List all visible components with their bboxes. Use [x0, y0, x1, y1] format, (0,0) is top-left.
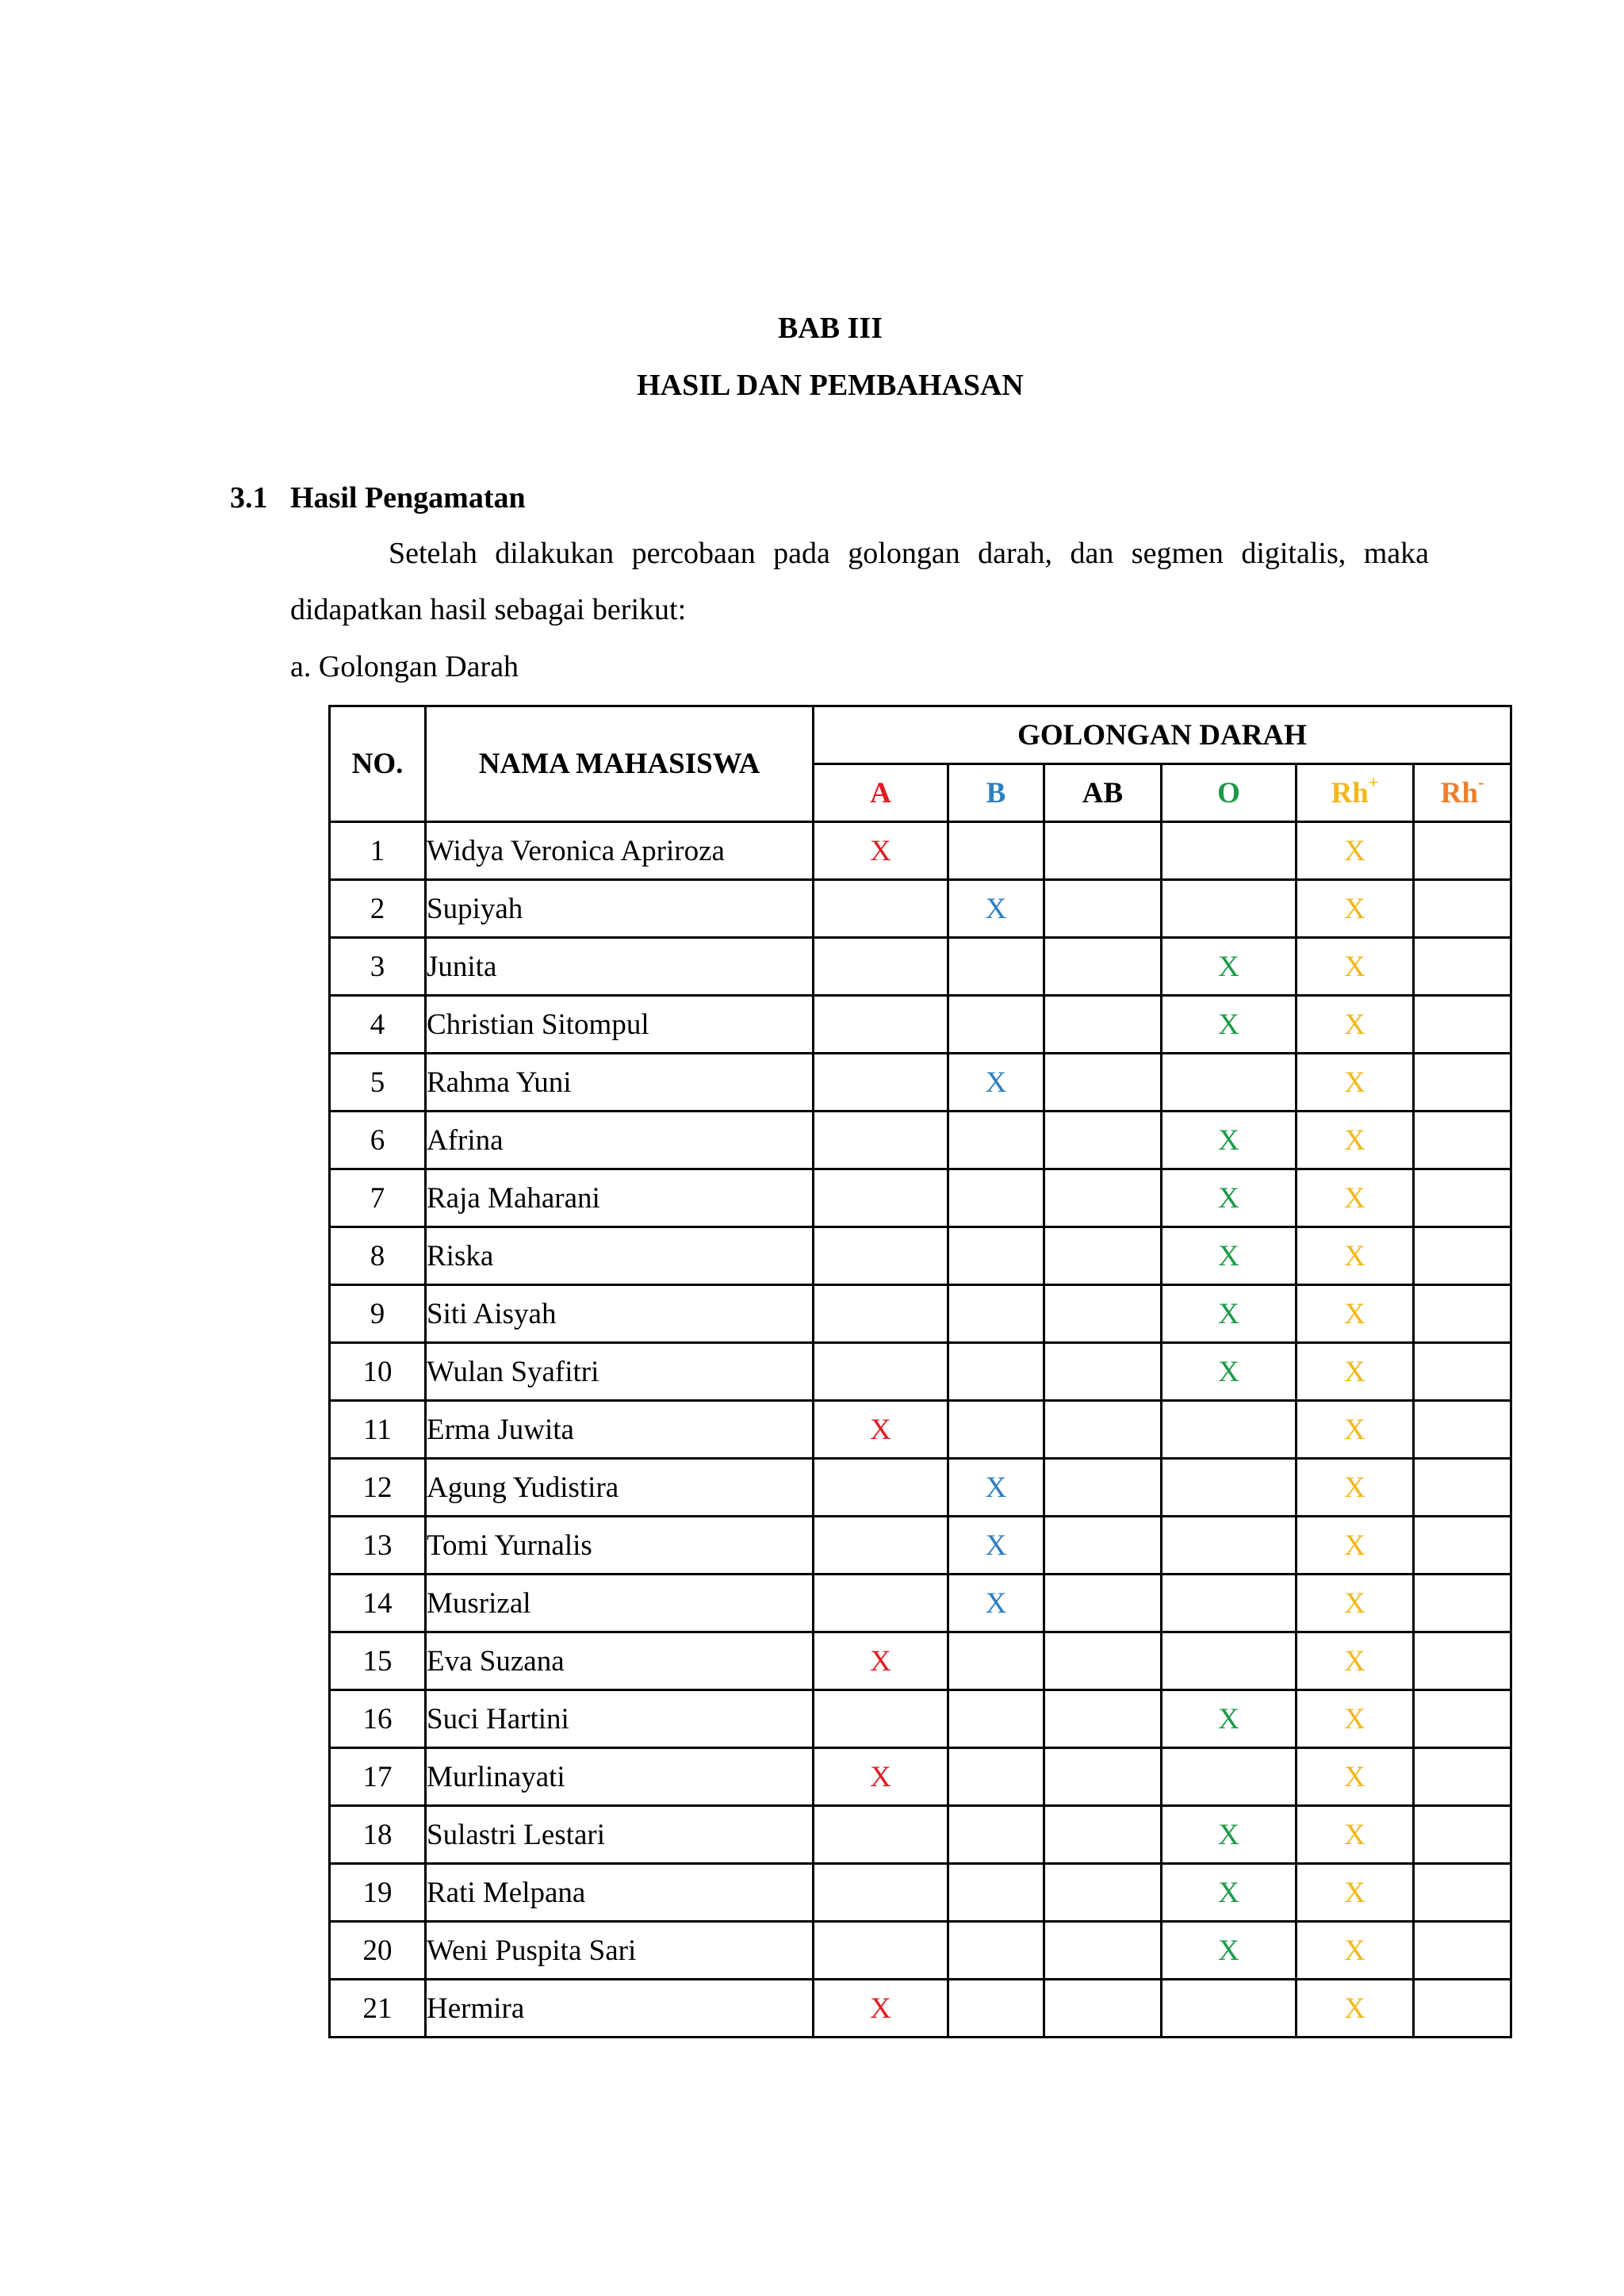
header-type-rh-neg: [1414, 764, 1511, 822]
cell-ab: [1044, 996, 1162, 1054]
cell-b: [948, 1864, 1044, 1922]
student-name: Erma Juwita: [426, 1401, 814, 1459]
row-number: 10: [330, 1343, 426, 1401]
table-row: [330, 1806, 1511, 1864]
mark-x: X: [1344, 892, 1365, 925]
mark-x: X: [1218, 1355, 1239, 1388]
table-row: [330, 996, 1511, 1054]
table-row: [330, 1690, 1511, 1748]
header-no: NO.: [330, 706, 426, 822]
student-name: Suci Hartini: [426, 1690, 814, 1748]
header-type-rh-pos: [1297, 764, 1414, 822]
cell-o: [1162, 1169, 1297, 1227]
table-row: [330, 1054, 1511, 1112]
paragraph-line-1: Setelah dilakukan percobaan pada golongan darah, dan segmen digitalis, maka: [389, 537, 1429, 570]
blood-type-table: [328, 705, 1512, 2038]
cell-ab: [1044, 1632, 1162, 1690]
cell-rh-pos: [1297, 1401, 1414, 1459]
cell-rh-neg: [1414, 1054, 1511, 1112]
student-name: Weni Puspita Sari: [426, 1922, 814, 1980]
mark-x: X: [1344, 1181, 1365, 1215]
cell-a: [814, 996, 948, 1054]
cell-a: [814, 938, 948, 996]
cell-b: [948, 1806, 1044, 1864]
cell-b: [948, 1227, 1044, 1285]
cell-a: [814, 1575, 948, 1632]
cell-rh-pos: [1297, 880, 1414, 938]
table-body: [330, 822, 1511, 2038]
mark-x: X: [1344, 1818, 1365, 1851]
mark-x: X: [985, 892, 1007, 925]
cell-o: [1162, 880, 1297, 938]
table-row: [330, 1864, 1511, 1922]
header-type-label: Rh: [1331, 776, 1369, 809]
cell-b: [948, 996, 1044, 1054]
table-row: [330, 1112, 1511, 1169]
cell-ab: [1044, 822, 1162, 880]
table-row: [330, 1575, 1511, 1632]
header-type-a: [814, 764, 948, 822]
cell-b: [948, 1517, 1044, 1575]
mark-x: X: [1344, 834, 1365, 867]
cell-rh-pos: [1297, 1112, 1414, 1169]
mark-x: X: [1344, 1702, 1365, 1735]
cell-rh-pos: [1297, 1169, 1414, 1227]
cell-a: [814, 1517, 948, 1575]
table-row: [330, 880, 1511, 938]
cell-o: [1162, 1401, 1297, 1459]
cell-rh-neg: [1414, 1748, 1511, 1806]
student-name: Siti Aisyah: [426, 1285, 814, 1343]
student-name: Raja Maharani: [426, 1169, 814, 1227]
table-row: [330, 1343, 1511, 1401]
cell-rh-pos: [1297, 1517, 1414, 1575]
mark-x: X: [985, 1529, 1007, 1562]
cell-rh-pos: [1297, 1054, 1414, 1112]
row-number: 7: [330, 1169, 426, 1227]
cell-b: [948, 1459, 1044, 1517]
cell-o: [1162, 1980, 1297, 2038]
student-name: Afrina: [426, 1112, 814, 1169]
cell-a: [814, 822, 948, 880]
mark-x: X: [1344, 1760, 1365, 1793]
cell-rh-neg: [1414, 1632, 1511, 1690]
row-number: 14: [330, 1575, 426, 1632]
chapter-heading: BAB III: [778, 312, 883, 345]
cell-rh-neg: [1414, 880, 1511, 938]
header-name: NAMA MAHASISWA: [426, 706, 814, 822]
row-number: 20: [330, 1922, 426, 1980]
mark-x: X: [1218, 1818, 1239, 1851]
row-number: 13: [330, 1517, 426, 1575]
mark-x: X: [1344, 1586, 1365, 1620]
mark-x: X: [1218, 1702, 1239, 1735]
cell-rh-pos: [1297, 822, 1414, 880]
mark-x: X: [1344, 1934, 1365, 1967]
cell-rh-pos: [1297, 1285, 1414, 1343]
mark-x: X: [1218, 950, 1239, 983]
cell-rh-pos: [1297, 1806, 1414, 1864]
cell-ab: [1044, 938, 1162, 996]
cell-rh-neg: [1414, 822, 1511, 880]
cell-ab: [1044, 1169, 1162, 1227]
student-name: Sulastri Lestari: [426, 1806, 814, 1864]
row-number: 3: [330, 938, 426, 996]
cell-ab: [1044, 1459, 1162, 1517]
cell-rh-neg: [1414, 938, 1511, 996]
cell-a: [814, 1690, 948, 1748]
cell-rh-pos: [1297, 1343, 1414, 1401]
row-number: 5: [330, 1054, 426, 1112]
mark-x: X: [1344, 1529, 1365, 1562]
cell-ab: [1044, 1227, 1162, 1285]
cell-o: [1162, 1806, 1297, 1864]
mark-x: X: [1344, 1008, 1365, 1041]
cell-b: [948, 880, 1044, 938]
cell-rh-pos: [1297, 1864, 1414, 1922]
cell-rh-neg: [1414, 1806, 1511, 1864]
cell-b: [948, 1922, 1044, 1980]
mark-x: X: [985, 1066, 1007, 1099]
mark-x: X: [985, 1586, 1007, 1620]
mark-x: X: [985, 1471, 1007, 1504]
cell-a: [814, 1459, 948, 1517]
cell-ab: [1044, 1864, 1162, 1922]
cell-a: [814, 1054, 948, 1112]
header-type-label: A: [870, 776, 891, 809]
header-blood-group: GOLONGAN DARAH: [814, 706, 1511, 764]
cell-b: [948, 1575, 1044, 1632]
section-number: 3.1: [230, 481, 268, 515]
mark-x: X: [1344, 1876, 1365, 1909]
mark-x: X: [1218, 1934, 1239, 1967]
cell-o: [1162, 1054, 1297, 1112]
mark-x: X: [1344, 1066, 1365, 1099]
mark-x: X: [1218, 1123, 1239, 1157]
cell-a: [814, 1169, 948, 1227]
table-row: [330, 1517, 1511, 1575]
student-name: Wulan Syafitri: [426, 1343, 814, 1401]
header-type-b: [948, 764, 1044, 822]
cell-a: [814, 1980, 948, 2038]
header-type-superscript: -: [1477, 772, 1484, 793]
row-number: 9: [330, 1285, 426, 1343]
student-name: Supiyah: [426, 880, 814, 938]
table-row: [330, 1922, 1511, 1980]
cell-o: [1162, 1517, 1297, 1575]
cell-rh-neg: [1414, 1401, 1511, 1459]
row-number: 12: [330, 1459, 426, 1517]
mark-x: X: [1344, 950, 1365, 983]
table-row: [330, 822, 1511, 880]
mark-x: X: [1344, 1123, 1365, 1157]
header-type-superscript: +: [1368, 772, 1379, 793]
table-row: [330, 1169, 1511, 1227]
table-row: [330, 1632, 1511, 1690]
cell-rh-neg: [1414, 1864, 1511, 1922]
cell-o: [1162, 1343, 1297, 1401]
row-number: 15: [330, 1632, 426, 1690]
cell-b: [948, 1980, 1044, 2038]
mark-x: X: [870, 834, 891, 867]
cell-b: [948, 1054, 1044, 1112]
student-name: Junita: [426, 938, 814, 996]
row-number: 21: [330, 1980, 426, 2038]
cell-a: [814, 1112, 948, 1169]
row-number: 6: [330, 1112, 426, 1169]
mark-x: X: [1344, 1297, 1365, 1330]
header-type-o: [1162, 764, 1297, 822]
row-number: 19: [330, 1864, 426, 1922]
student-name: Tomi Yurnalis: [426, 1517, 814, 1575]
cell-ab: [1044, 1343, 1162, 1401]
header-type-label: Rh: [1440, 776, 1478, 809]
cell-rh-neg: [1414, 1922, 1511, 1980]
cell-a: [814, 1864, 948, 1922]
table-row: [330, 1285, 1511, 1343]
student-name: Widya Veronica Apriroza: [426, 822, 814, 880]
mark-x: X: [1218, 1876, 1239, 1909]
cell-rh-pos: [1297, 1980, 1414, 2038]
student-name: Murlinayati: [426, 1748, 814, 1806]
mark-x: X: [870, 1760, 891, 1793]
cell-rh-neg: [1414, 1112, 1511, 1169]
mark-x: X: [1218, 1181, 1239, 1215]
cell-ab: [1044, 1690, 1162, 1748]
mark-x: X: [1344, 1992, 1365, 2025]
cell-rh-pos: [1297, 1748, 1414, 1806]
cell-b: [948, 938, 1044, 996]
cell-rh-neg: [1414, 1169, 1511, 1227]
section-heading: [230, 480, 526, 515]
cell-rh-pos: [1297, 938, 1414, 996]
mark-x: X: [870, 1992, 891, 2025]
table-row: [330, 1401, 1511, 1459]
cell-a: [814, 1227, 948, 1285]
cell-o: [1162, 1112, 1297, 1169]
cell-o: [1162, 1459, 1297, 1517]
row-number: 1: [330, 822, 426, 880]
cell-ab: [1044, 1285, 1162, 1343]
cell-rh-neg: [1414, 996, 1511, 1054]
cell-b: [948, 1112, 1044, 1169]
header-type-label: AB: [1082, 776, 1124, 809]
cell-o: [1162, 1864, 1297, 1922]
cell-a: [814, 1806, 948, 1864]
cell-o: [1162, 1227, 1297, 1285]
mark-x: X: [1344, 1413, 1365, 1446]
cell-b: [948, 1401, 1044, 1459]
cell-ab: [1044, 1980, 1162, 2038]
cell-o: [1162, 938, 1297, 996]
mark-x: X: [870, 1644, 891, 1678]
cell-o: [1162, 822, 1297, 880]
row-number: 17: [330, 1748, 426, 1806]
student-name: Agung Yudistira: [426, 1459, 814, 1517]
cell-b: [948, 1690, 1044, 1748]
student-name: Hermira: [426, 1980, 814, 2038]
cell-rh-neg: [1414, 1517, 1511, 1575]
header-type-ab: [1044, 764, 1162, 822]
student-name: Rati Melpana: [426, 1864, 814, 1922]
mark-x: X: [1344, 1644, 1365, 1678]
row-number: 8: [330, 1227, 426, 1285]
row-number: 18: [330, 1806, 426, 1864]
cell-rh-pos: [1297, 1690, 1414, 1748]
cell-rh-pos: [1297, 1575, 1414, 1632]
cell-ab: [1044, 1748, 1162, 1806]
cell-o: [1162, 1748, 1297, 1806]
cell-rh-neg: [1414, 1690, 1511, 1748]
student-name: Christian Sitompul: [426, 996, 814, 1054]
table-row: [330, 1227, 1511, 1285]
cell-o: [1162, 996, 1297, 1054]
cell-ab: [1044, 1517, 1162, 1575]
table-row: [330, 1748, 1511, 1806]
cell-rh-neg: [1414, 1459, 1511, 1517]
table-row: [330, 1980, 1511, 2038]
cell-ab: [1044, 1806, 1162, 1864]
section-title: Hasil Pengamatan: [290, 481, 526, 515]
mark-x: X: [870, 1413, 891, 1446]
subsection-label: a. Golongan Darah: [290, 650, 519, 683]
cell-rh-neg: [1414, 1227, 1511, 1285]
table-row: [330, 938, 1511, 996]
row-number: 2: [330, 880, 426, 938]
header-type-label: B: [986, 776, 1006, 809]
cell-a: [814, 1748, 948, 1806]
student-name: Rahma Yuni: [426, 1054, 814, 1112]
cell-a: [814, 1343, 948, 1401]
table-row: [330, 1459, 1511, 1517]
cell-a: [814, 1401, 948, 1459]
cell-ab: [1044, 1922, 1162, 1980]
cell-rh-pos: [1297, 1459, 1414, 1517]
cell-b: [948, 822, 1044, 880]
cell-rh-pos: [1297, 1227, 1414, 1285]
cell-o: [1162, 1922, 1297, 1980]
cell-o: [1162, 1285, 1297, 1343]
cell-rh-neg: [1414, 1343, 1511, 1401]
student-name: Eva Suzana: [426, 1632, 814, 1690]
mark-x: X: [1218, 1297, 1239, 1330]
cell-a: [814, 880, 948, 938]
cell-b: [948, 1169, 1044, 1227]
row-number: 11: [330, 1401, 426, 1459]
header-type-label: O: [1217, 776, 1240, 809]
cell-ab: [1044, 1054, 1162, 1112]
cell-b: [948, 1343, 1044, 1401]
cell-rh-neg: [1414, 1980, 1511, 2038]
cell-a: [814, 1285, 948, 1343]
chapter-title: HASIL DAN PEMBAHASAN: [637, 369, 1024, 402]
cell-rh-pos: [1297, 996, 1414, 1054]
cell-rh-neg: [1414, 1575, 1511, 1632]
student-name: Musrizal: [426, 1575, 814, 1632]
mark-x: X: [1218, 1008, 1239, 1041]
mark-x: X: [1344, 1355, 1365, 1388]
cell-b: [948, 1285, 1044, 1343]
mark-x: X: [1344, 1239, 1365, 1272]
cell-o: [1162, 1690, 1297, 1748]
cell-rh-neg: [1414, 1285, 1511, 1343]
mark-x: X: [1218, 1239, 1239, 1272]
cell-o: [1162, 1632, 1297, 1690]
cell-a: [814, 1922, 948, 1980]
paragraph-line-2: didapatkan hasil sebagai berikut:: [290, 593, 687, 626]
cell-ab: [1044, 1401, 1162, 1459]
cell-a: [814, 1632, 948, 1690]
cell-rh-pos: [1297, 1922, 1414, 1980]
mark-x: X: [1344, 1471, 1365, 1504]
row-number: 4: [330, 996, 426, 1054]
cell-ab: [1044, 1575, 1162, 1632]
cell-rh-pos: [1297, 1632, 1414, 1690]
cell-o: [1162, 1575, 1297, 1632]
cell-ab: [1044, 1112, 1162, 1169]
student-name: Riska: [426, 1227, 814, 1285]
cell-ab: [1044, 880, 1162, 938]
cell-b: [948, 1632, 1044, 1690]
row-number: 16: [330, 1690, 426, 1748]
cell-b: [948, 1748, 1044, 1806]
